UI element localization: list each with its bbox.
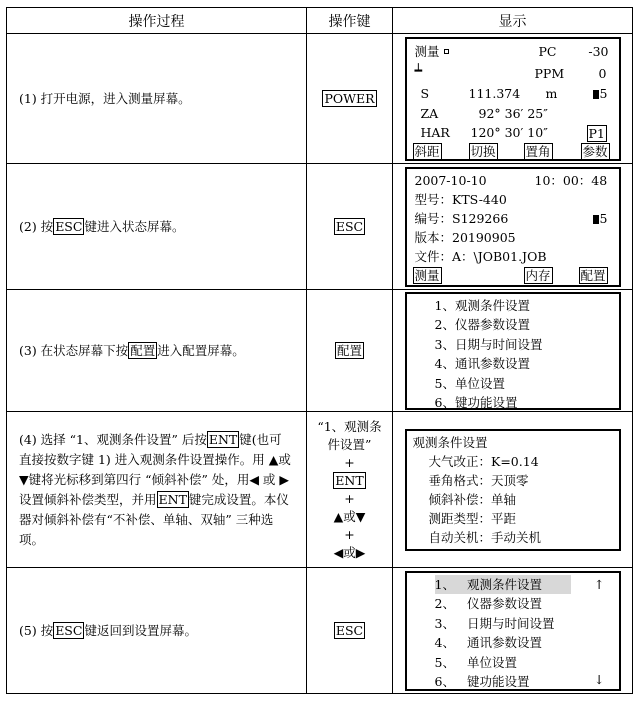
- config-key: 配置: [336, 342, 362, 358]
- step-3-key: [307, 290, 393, 412]
- table-row: [7, 164, 633, 290]
- za-label: ZA: [420, 105, 439, 121]
- status-time: 10：00：48: [534, 172, 608, 188]
- status-file: 文件：A：\JOB01.JOB: [414, 248, 547, 264]
- softkey-set-angle[interactable]: 置角: [525, 143, 551, 159]
- config-menu-screen: [405, 292, 621, 410]
- up-down-keys: ▲或▼: [333, 508, 366, 524]
- header-process: 操作过程: [7, 8, 307, 34]
- step-2-description: (2) 按 ESC 键进入状态屏幕。: [7, 164, 307, 290]
- status-screen: [405, 167, 621, 287]
- battery-level: 5: [599, 210, 608, 226]
- setting-vertical-format[interactable]: 垂角格式：天顶零: [428, 472, 529, 488]
- status-serial: 编号：S129266: [414, 210, 509, 226]
- screen-title: 测量: [414, 43, 440, 59]
- header-key: 操作键: [307, 8, 393, 34]
- softkey-params[interactable]: 参数: [582, 143, 608, 159]
- menu-item-key-function[interactable]: 6、键功能设置: [434, 395, 518, 410]
- battery-level: 5: [599, 85, 608, 101]
- pc-value: -30: [588, 43, 609, 59]
- battery-icon: [593, 215, 599, 224]
- har-label: HAR: [420, 124, 450, 140]
- menu-item-units[interactable]: 5、单位设置: [434, 375, 505, 391]
- menu-item-datetime[interactable]: 3、日期与时间设置: [434, 336, 543, 352]
- status-model: 型号：KTS-440: [414, 191, 507, 207]
- setting-auto-off[interactable]: 自动关机：手动关机: [428, 529, 542, 545]
- softkey-switch[interactable]: 切换: [470, 143, 496, 159]
- za-value: 92° 36′ 25″: [478, 105, 548, 121]
- table-row: [7, 412, 633, 568]
- step-3-description: (3) 在状态屏幕下按 配置 进入配置屏幕。: [7, 290, 307, 412]
- softkey-config[interactable]: 配置: [580, 267, 606, 283]
- menu-item-instrument[interactable]: 2、 仪器参数设置: [434, 596, 542, 611]
- s-unit: m: [545, 85, 558, 101]
- menu-item-communication[interactable]: 4、 通讯参数设置: [434, 635, 542, 650]
- tilt-icon: ┷: [414, 62, 423, 78]
- setting-tilt-compensation[interactable]: 倾斜补偿：单轴: [428, 491, 517, 507]
- step-1-description: (1) 打开电源，进入测量屏幕。: [7, 34, 307, 164]
- softkey-measure[interactable]: 测量: [414, 267, 440, 283]
- measure-screen: [405, 37, 621, 161]
- setting-atmospheric[interactable]: 大气改正：K=0.14: [428, 453, 539, 469]
- step-1-key: [307, 34, 393, 164]
- battery-icon: [593, 90, 599, 99]
- s-value: 111.374: [468, 85, 521, 101]
- esc-key-inline: ESC: [55, 622, 83, 638]
- esc-key: ESC: [335, 622, 364, 638]
- power-key: POWER: [324, 90, 375, 106]
- step-2-key: [307, 164, 393, 290]
- pc-label: PC: [538, 43, 557, 59]
- table-header-row: [7, 8, 633, 34]
- softkey-memory[interactable]: 内存: [525, 267, 551, 283]
- scroll-down-icon[interactable]: ↓: [594, 671, 605, 687]
- scroll-up-icon[interactable]: ↑: [594, 576, 605, 592]
- menu-item-instrument[interactable]: 2、仪器参数设置: [434, 317, 530, 332]
- page-indicator: P1: [588, 125, 605, 141]
- status-version: 版本：20190905: [414, 229, 516, 245]
- softkey-slope-distance[interactable]: 斜距: [414, 143, 440, 159]
- left-right-keys: ◀或▶: [333, 544, 366, 560]
- cursor-mark: [444, 49, 449, 54]
- s-label: S: [420, 85, 430, 101]
- ent-key: ENT: [335, 472, 364, 488]
- menu-item-key-function[interactable]: 6、 键功能设置: [434, 674, 530, 689]
- screen-title: 观测条件设置: [412, 434, 488, 450]
- config-key-inline: 配置: [130, 342, 156, 358]
- status-date: 2007-10-10: [414, 172, 487, 188]
- table-row: [7, 34, 633, 164]
- setting-distance-type[interactable]: 测距类型：平距: [428, 510, 517, 526]
- menu-item-units[interactable]: 5、 单位设置: [434, 654, 517, 670]
- settings-menu-screen: [405, 571, 621, 691]
- esc-key: ESC: [335, 218, 364, 234]
- ent-key-inline: ENT: [158, 491, 187, 507]
- menu-item-datetime[interactable]: 3、 日期与时间设置: [434, 615, 555, 631]
- har-value: 120° 30′ 10″: [470, 124, 548, 140]
- step-5-key: [307, 568, 393, 694]
- menu-item-communication[interactable]: 4、通讯参数设置: [434, 356, 530, 371]
- esc-key-inline: ESC: [55, 218, 83, 234]
- menu-item-observation[interactable]: 1、观测条件设置: [434, 297, 530, 313]
- operation-table: [6, 7, 633, 694]
- step-4-description: (4) 选择 “1、观测条件设置” 后按 ENT 键(也可直接按数字键 1) 进入观测条件设置操作。用 ▲或▼键将光标移到第四行 “倾斜补偿” 处，用◀ 或 ▶ 设置倾斜补偿类型，并用 ENT 键完成设置。本仪器对倾斜补偿有“不补偿、单轴、双轴” 三种选项。: [7, 412, 307, 568]
- step-4-keys: “1、观测条 件设置” + ENT + ▲或▼ + ◀或▶: [307, 412, 393, 568]
- table-row: [7, 568, 633, 694]
- ppm-label: PPM: [534, 65, 565, 81]
- header-display: 显示: [393, 8, 633, 34]
- ppm-value: 0: [598, 65, 607, 81]
- ent-key-inline: ENT: [208, 431, 238, 447]
- step-5-description: (5) 按 ESC 键返回到设置屏幕。: [7, 568, 307, 694]
- table-row: [7, 290, 633, 412]
- observation-settings-screen: [405, 429, 621, 551]
- menu-item-observation-selected[interactable]: 1、 观测条件设置: [435, 575, 571, 595]
